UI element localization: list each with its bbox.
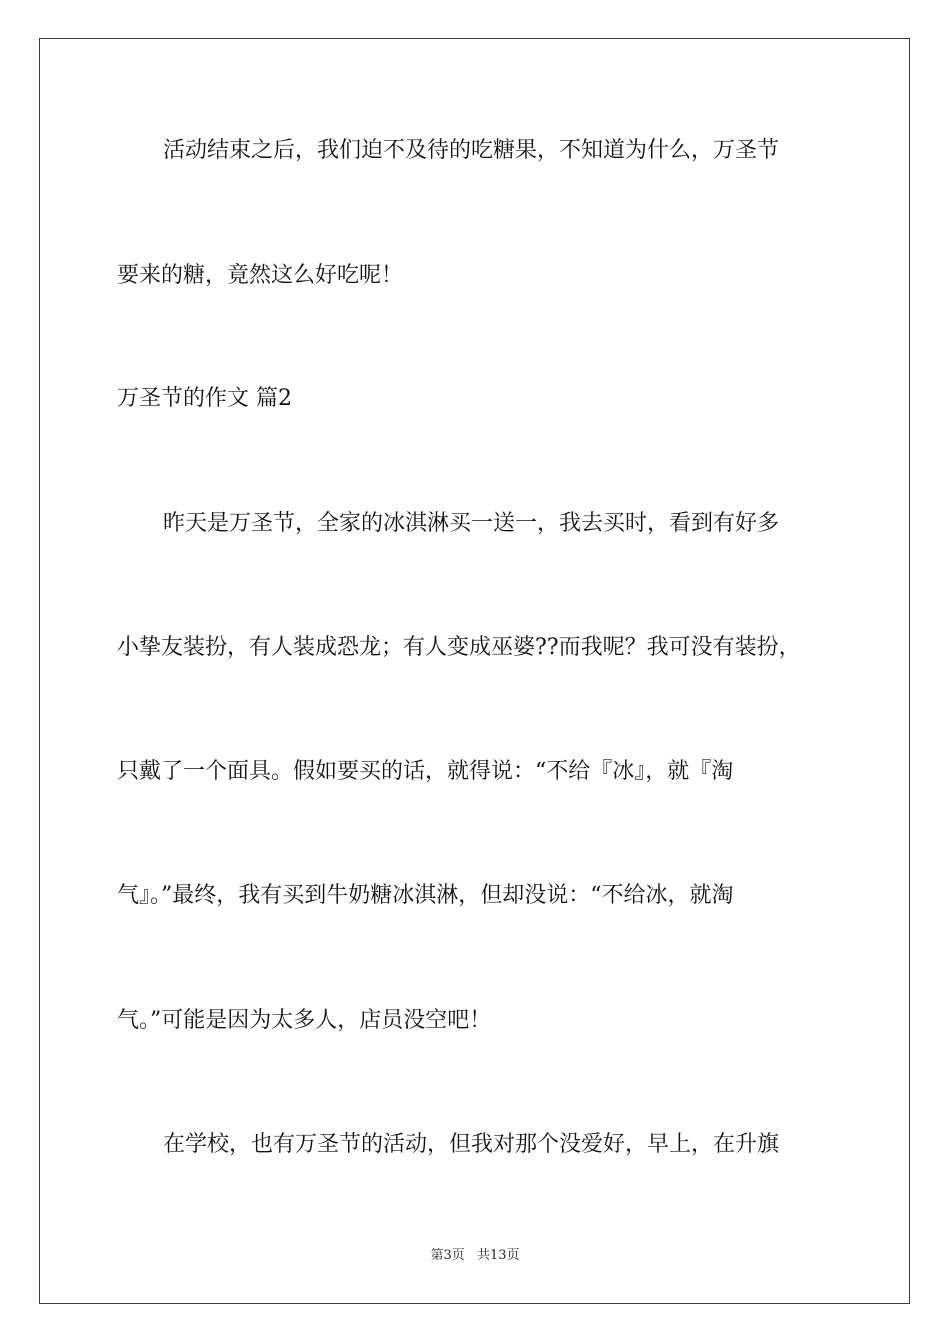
page-footer — [0, 1244, 950, 1263]
paragraph-2-line-1: 昨天是万圣节，全家的冰淇淋买一送一，我去买时，看到有好多 — [163, 511, 780, 536]
paragraph-2-line-3: 只戴了一个面具。假如要买的话，就得说：“不给『冰』，就『淘 — [117, 759, 734, 784]
page-total: 共13页 — [476, 1248, 520, 1263]
page-border — [39, 38, 910, 1304]
page-number: 第3页 — [430, 1248, 465, 1263]
paragraph-2-line-4: 气』。”最终，我有买到牛奶糖冰淇淋，但却没说：“不给冰，就淘 — [117, 883, 734, 908]
paragraph-2-line-5: 气。”可能是因为太多人，店员没空吧！ — [117, 1008, 492, 1033]
paragraph-3-line-1: 在学校，也有万圣节的活动，但我对那个没爱好，早上，在升旗 — [163, 1132, 780, 1157]
paragraph-1-line-2: 要来的糖，竟然这么好吃呢！ — [117, 263, 404, 288]
section-heading: 万圣节的作文 篇2 — [117, 386, 292, 411]
paragraph-2-line-2: 小挚友装扮，有人装成恐龙；有人变成巫婆??而我呢？我可没有装扮， — [117, 635, 801, 660]
paragraph-1-line-1: 活动结束之后，我们迫不及待的吃糖果，不知道为什么，万圣节 — [163, 138, 780, 163]
